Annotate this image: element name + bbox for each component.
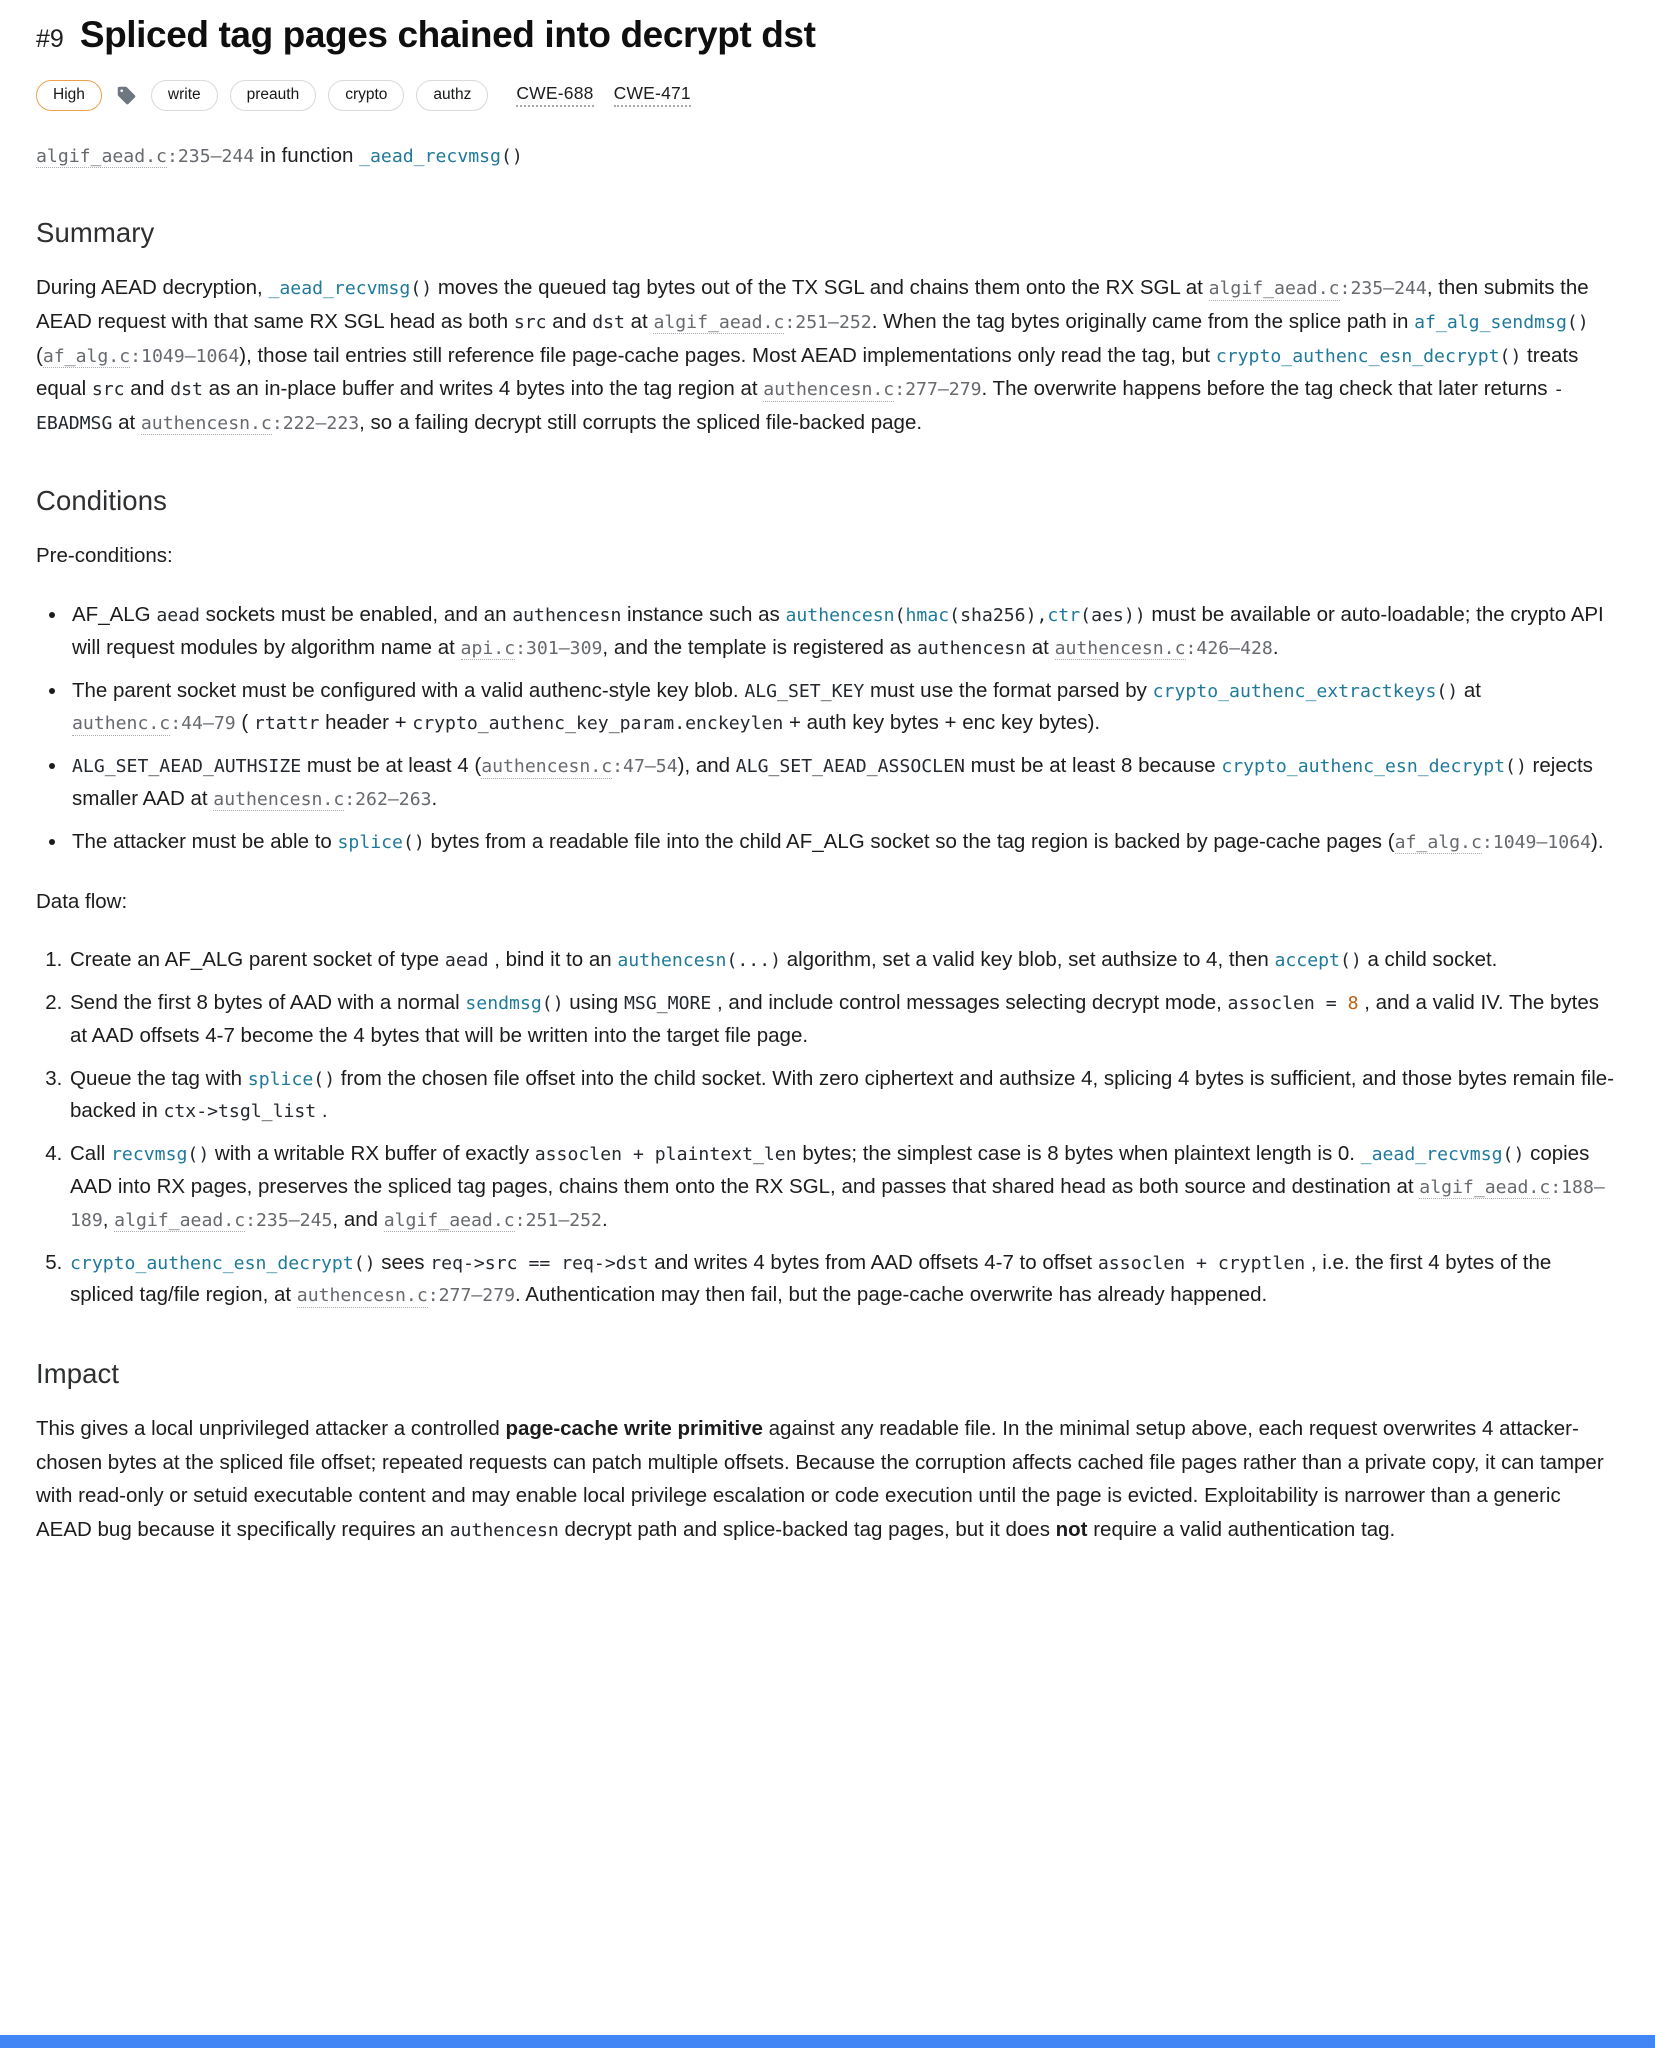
text-run: must be at least 4 ( — [301, 754, 482, 778]
text-run: sockets must be enabled, and an — [199, 603, 513, 626]
inline-code: -EBADMSG — [36, 379, 1565, 434]
paragraph — [36, 539, 1619, 573]
line-range: :188–189 — [70, 1176, 1605, 1231]
file-link[interactable]: algif_aead.c — [1208, 278, 1340, 300]
list-item — [68, 750, 1619, 816]
inline-code: ALG_SET_AEAD_AUTHSIZE — [72, 756, 302, 778]
bold-text: page-cache write primitive — [505, 1417, 763, 1441]
text-run: Pre-conditions: — [36, 544, 173, 568]
inline-code: ), — [1025, 605, 1048, 626]
text-run: + auth key bytes + enc key bytes). — [783, 711, 1101, 735]
numbered-list — [36, 944, 1619, 1312]
paragraph — [36, 1412, 1619, 1546]
text-run: treats equal — [36, 343, 1579, 401]
number-literal: 8 — [1347, 992, 1359, 1014]
text-run: using — [563, 990, 625, 1014]
text-run: The attacker must be able to — [72, 829, 338, 853]
inline-code: ( — [949, 605, 961, 626]
cwe-link-cwe-471[interactable]: CWE-471 — [614, 83, 691, 107]
file-link[interactable]: algif_aead.c — [36, 145, 167, 167]
file-link[interactable]: algif_aead.c — [383, 1209, 515, 1231]
file-link[interactable]: algif_aead.c — [653, 311, 785, 333]
inline-code: () — [1505, 756, 1527, 778]
function-name-code: crypto_authenc_esn_decrypt — [70, 1252, 354, 1274]
inline-code: ALG_SET_AEAD_ASSOCLEN — [735, 756, 965, 778]
inline-code: aes — [1091, 605, 1124, 626]
list-item — [68, 987, 1619, 1053]
inline-code: assoclen + cryptlen — [1097, 1252, 1306, 1274]
list-item — [68, 599, 1619, 665]
inline-code: ( — [894, 605, 906, 626]
text-run: at — [112, 410, 141, 434]
inline-code: authencesn — [449, 1519, 559, 1541]
text-run: During AEAD decryption, — [36, 276, 269, 300]
text-run: , and include control messages selecting decrypt mode, — [711, 990, 1228, 1014]
inline-code: () — [1499, 345, 1522, 367]
text-run: The parent socket must be configured with a valid authenc-style key blob. — [72, 678, 745, 702]
inline-code: sha256 — [960, 605, 1026, 626]
paragraph — [36, 271, 1619, 439]
file-link[interactable]: af_alg.c — [1394, 831, 1482, 853]
inline-code: () — [500, 145, 523, 167]
text-run: as an in-place buffer and writes 4 bytes into the tag region at — [202, 377, 764, 401]
text-run: must be at least 8 because — [964, 754, 1222, 778]
text-run: , — [102, 1207, 115, 1231]
cwe-link-cwe-688[interactable]: CWE-688 — [516, 83, 593, 107]
inline-code: src — [91, 379, 125, 401]
inline-code: (...) — [726, 950, 782, 972]
list-item — [68, 826, 1619, 859]
title-row — [36, 14, 1619, 56]
text-run: header + — [319, 711, 413, 735]
line-range: :235–245 — [245, 1209, 333, 1231]
bottom-accent-bar — [0, 2035, 1655, 2048]
page-title: Spliced tag pages chained into decrypt dst — [79, 14, 816, 55]
function-name-code: sendmsg — [465, 992, 542, 1014]
text-run: . — [601, 1207, 608, 1231]
text-run: , and a valid IV. The bytes at AAD offsets 4-7 become the 4 bytes that will be written into the target file page. — [70, 990, 1599, 1047]
text-run: , then submits the AEAD request with that same RX SGL head as both — [36, 276, 1589, 333]
report-sections — [36, 217, 1619, 1546]
text-run: bytes from a readable file into the child AF_ALG socket so the tag region is backed by page-cache pages ( — [424, 829, 1395, 853]
inline-code: req->src == req->dst — [430, 1252, 649, 1274]
text-run: rejects smaller AAD at — [72, 754, 1593, 810]
text-run: at — [1458, 678, 1481, 702]
line-range: :277–279 — [894, 379, 982, 401]
section-impact — [36, 1358, 1619, 1546]
text-run: , and the template is registered as — [602, 635, 917, 659]
inline-code: () — [1339, 950, 1362, 972]
function-name-code: recvmsg — [111, 1144, 188, 1166]
inline-code: ( — [1080, 605, 1092, 626]
text-run: and writes 4 bytes from AAD offsets 4-7 to offset — [648, 1250, 1098, 1274]
inline-code: () — [541, 992, 564, 1014]
inline-code: () — [402, 831, 425, 853]
text-run: copies AAD into RX pages, preserves the spliced tag pages, chains them onto the RX SGL, and passes that shared head as both source and destination at — [70, 1142, 1590, 1198]
inline-code: () — [1436, 680, 1459, 702]
inline-code: assoclen = — [1227, 992, 1348, 1014]
line-range: :47–54 — [612, 756, 678, 778]
inline-code: () — [187, 1144, 210, 1166]
text-run: Send the first 8 bytes of AAD with a normal — [70, 990, 466, 1014]
text-run: ), and — [677, 754, 736, 778]
file-link[interactable]: authencesn.c — [213, 788, 345, 810]
text-run: , and — [332, 1207, 384, 1231]
list-item — [68, 944, 1619, 977]
function-name-code: splice — [337, 831, 403, 853]
text-run: ( — [235, 711, 254, 735]
function-name-code: _aead_recvmsg — [1360, 1144, 1503, 1166]
inline-code: () — [353, 1252, 376, 1274]
text-run: ), those tail entries still reference file page-cache pages. Most AEAD implementations only read the tag, but — [239, 343, 1216, 367]
text-run: AF_ALG — [72, 603, 157, 626]
text-run: , i.e. the first 4 bytes of the spliced tag/file region, at — [70, 1250, 1552, 1307]
text-run: bytes; the simplest case is 8 bytes when plaintext length is 0. — [796, 1142, 1361, 1166]
text-run: ). — [1591, 829, 1604, 853]
file-link[interactable]: algif_aead.c — [1419, 1176, 1551, 1198]
inline-code: authencesn — [512, 605, 622, 626]
line-range: :235–244 — [1339, 278, 1427, 300]
list-item — [68, 1138, 1619, 1236]
text-run: Queue the tag with — [70, 1066, 248, 1090]
text-run: . Authentication may then fail, but the page-cache overwrite has already happened. — [515, 1283, 1268, 1307]
line-range: :44–79 — [170, 713, 236, 735]
text-run: decrypt path and splice-backed tag pages, but it does — [558, 1517, 1056, 1541]
text-run: require a valid authentication tag. — [1087, 1517, 1396, 1541]
text-run: from the chosen file offset into the child socket. With zero ciphertext and authsize 4, splicing 4 bytes is sufficient, and those bytes remain file-backed in — [70, 1066, 1614, 1123]
inline-code: ALG_SET_KEY — [744, 680, 865, 702]
file-link[interactable]: af_alg.c — [42, 345, 131, 367]
line-range: :251–252 — [784, 311, 872, 333]
function-name-code: _aead_recvmsg — [268, 278, 411, 300]
tag-pill-write: write — [151, 80, 218, 111]
text-run: Call — [70, 1142, 112, 1166]
location-line — [36, 141, 1619, 172]
function-name-code: authencesn — [617, 950, 727, 972]
line-range: :1049–1064 — [130, 345, 240, 367]
file-link[interactable]: algif_aead.c — [114, 1209, 246, 1231]
line-range: :251–252 — [514, 1209, 602, 1231]
tag-pill-authz: authz — [416, 80, 488, 111]
text-run: . — [1272, 635, 1279, 659]
line-range: :235–244 — [166, 145, 255, 167]
inline-code: authencesn — [916, 637, 1027, 659]
text-run: must use the format parsed by — [864, 678, 1153, 702]
file-link[interactable]: authencesn.c — [140, 412, 272, 434]
tag-pill-crypto: crypto — [328, 80, 404, 111]
text-run: sees — [375, 1250, 431, 1274]
section-heading-impact: Impact — [36, 1358, 120, 1390]
inline-code: )) — [1123, 605, 1146, 626]
text-run: , so a failing decrypt still corrupts the spliced file-backed page. — [359, 410, 923, 434]
text-run: . When the tag bytes originally came from the splice path in — [871, 309, 1415, 333]
text-run: and — [124, 377, 171, 401]
inline-code: () — [313, 1068, 336, 1090]
text-run: in function — [254, 143, 360, 167]
finding-id: #9 — [36, 25, 64, 53]
inline-code: () — [1502, 1144, 1525, 1166]
tag-pill-preauth: preauth — [230, 80, 317, 111]
file-link[interactable]: authencesn.c — [296, 1285, 428, 1307]
section-heading-summary: Summary — [36, 217, 155, 249]
inline-code: rtattr — [253, 713, 320, 735]
inline-code: src — [513, 311, 547, 333]
text-run: a child socket. — [1361, 948, 1498, 972]
text-run: instance such as — [621, 603, 786, 626]
text-run: and — [546, 309, 593, 333]
text-run: against any readable file. In the minimal setup above, each request overwrites 4 attacker-chosen bytes at the spliced file offset; repeated requests can patch multiple offsets. Because the corruption affects cached file pages rather than a private copy, it can tamper with read-only or setuid executable content and may enable local privilege escalation or code execution until the page is evicted. Exploitability is narrower than a generic AEAD bug because it specifically requires an — [36, 1417, 1604, 1541]
line-range: :426–428 — [1185, 637, 1273, 659]
text-run: , bind it to an — [488, 948, 618, 972]
function-name-code: authencesn — [785, 605, 895, 626]
section-heading-conditions: Conditions — [36, 485, 167, 517]
function-name-code: crypto_authenc_esn_decrypt — [1221, 756, 1506, 778]
inline-code: () — [1566, 311, 1589, 333]
file-link[interactable]: authencesn.c — [481, 756, 613, 778]
line-range: :1049–1064 — [1481, 831, 1592, 853]
inline-code: dst — [592, 311, 625, 333]
text-run: This gives a local unprivileged attacker a controlled — [36, 1417, 506, 1441]
inline-code: assoclen + plaintext_len — [534, 1144, 797, 1166]
text-run: . — [316, 1099, 328, 1123]
inline-code: crypto_authenc_key_param.enckeylen — [412, 713, 784, 735]
function-name-code: _aead_recvmsg — [359, 145, 501, 167]
bullet-list — [36, 599, 1619, 859]
text-run: with a writable RX buffer of exactly — [209, 1142, 535, 1166]
list-item — [68, 1063, 1619, 1129]
inline-code: MSG_MORE — [624, 992, 712, 1014]
file-link[interactable]: authencesn.c — [1054, 637, 1186, 659]
text-run: moves the queued tag bytes out of the TX SGL and chains them onto the RX SGL at — [432, 276, 1209, 300]
text-run: . The overwrite happens before the tag check that later returns — [981, 377, 1554, 401]
function-name-code: crypto_authenc_esn_decrypt — [1215, 345, 1500, 367]
line-range: :222–223 — [271, 412, 360, 434]
bold-text: not — [1055, 1517, 1088, 1541]
paragraph — [36, 885, 1619, 919]
list-item — [68, 675, 1619, 741]
function-name-code: af_alg_sendmsg — [1414, 311, 1567, 333]
line-range: :262–263 — [344, 788, 432, 810]
file-link[interactable]: api.c — [460, 637, 516, 659]
inline-code: aead — [156, 605, 200, 626]
text-run: at — [624, 309, 654, 333]
text-run: must be available or auto-loadable; the crypto API will request modules by algorithm name at — [72, 603, 1604, 659]
section-conditions — [36, 485, 1619, 1312]
text-run: at — [1026, 635, 1055, 659]
badge-row — [36, 80, 1619, 111]
function-name-code: crypto_authenc_extractkeys — [1152, 680, 1437, 702]
text-run: . — [431, 786, 438, 810]
function-name-code: accept — [1274, 950, 1340, 972]
severity-badge: High — [36, 80, 102, 111]
file-link[interactable]: authenc.c — [72, 713, 171, 735]
line-range: :301–309 — [515, 637, 603, 659]
inline-code: () — [410, 278, 433, 300]
inline-code: aead — [444, 950, 489, 972]
function-name-code: hmac — [905, 605, 950, 626]
section-summary — [36, 217, 1619, 439]
text-run: Data flow: — [36, 889, 128, 913]
function-name-code: splice — [247, 1068, 314, 1090]
tag-icon — [116, 85, 137, 106]
cwe-link-group — [516, 83, 691, 107]
inline-code: dst — [170, 379, 203, 401]
line-range: :277–279 — [427, 1285, 516, 1307]
text-run: algorithm, set a valid key blob, set authsize to 4, then — [781, 948, 1275, 972]
inline-code: ctx->tsgl_list — [163, 1101, 317, 1123]
file-link[interactable]: authencesn.c — [763, 379, 895, 401]
list-item — [68, 1247, 1619, 1313]
function-name-code: ctr — [1047, 605, 1081, 626]
text-run: Create an AF_ALG parent socket of type — [70, 948, 445, 972]
text-run: ( — [36, 343, 43, 367]
